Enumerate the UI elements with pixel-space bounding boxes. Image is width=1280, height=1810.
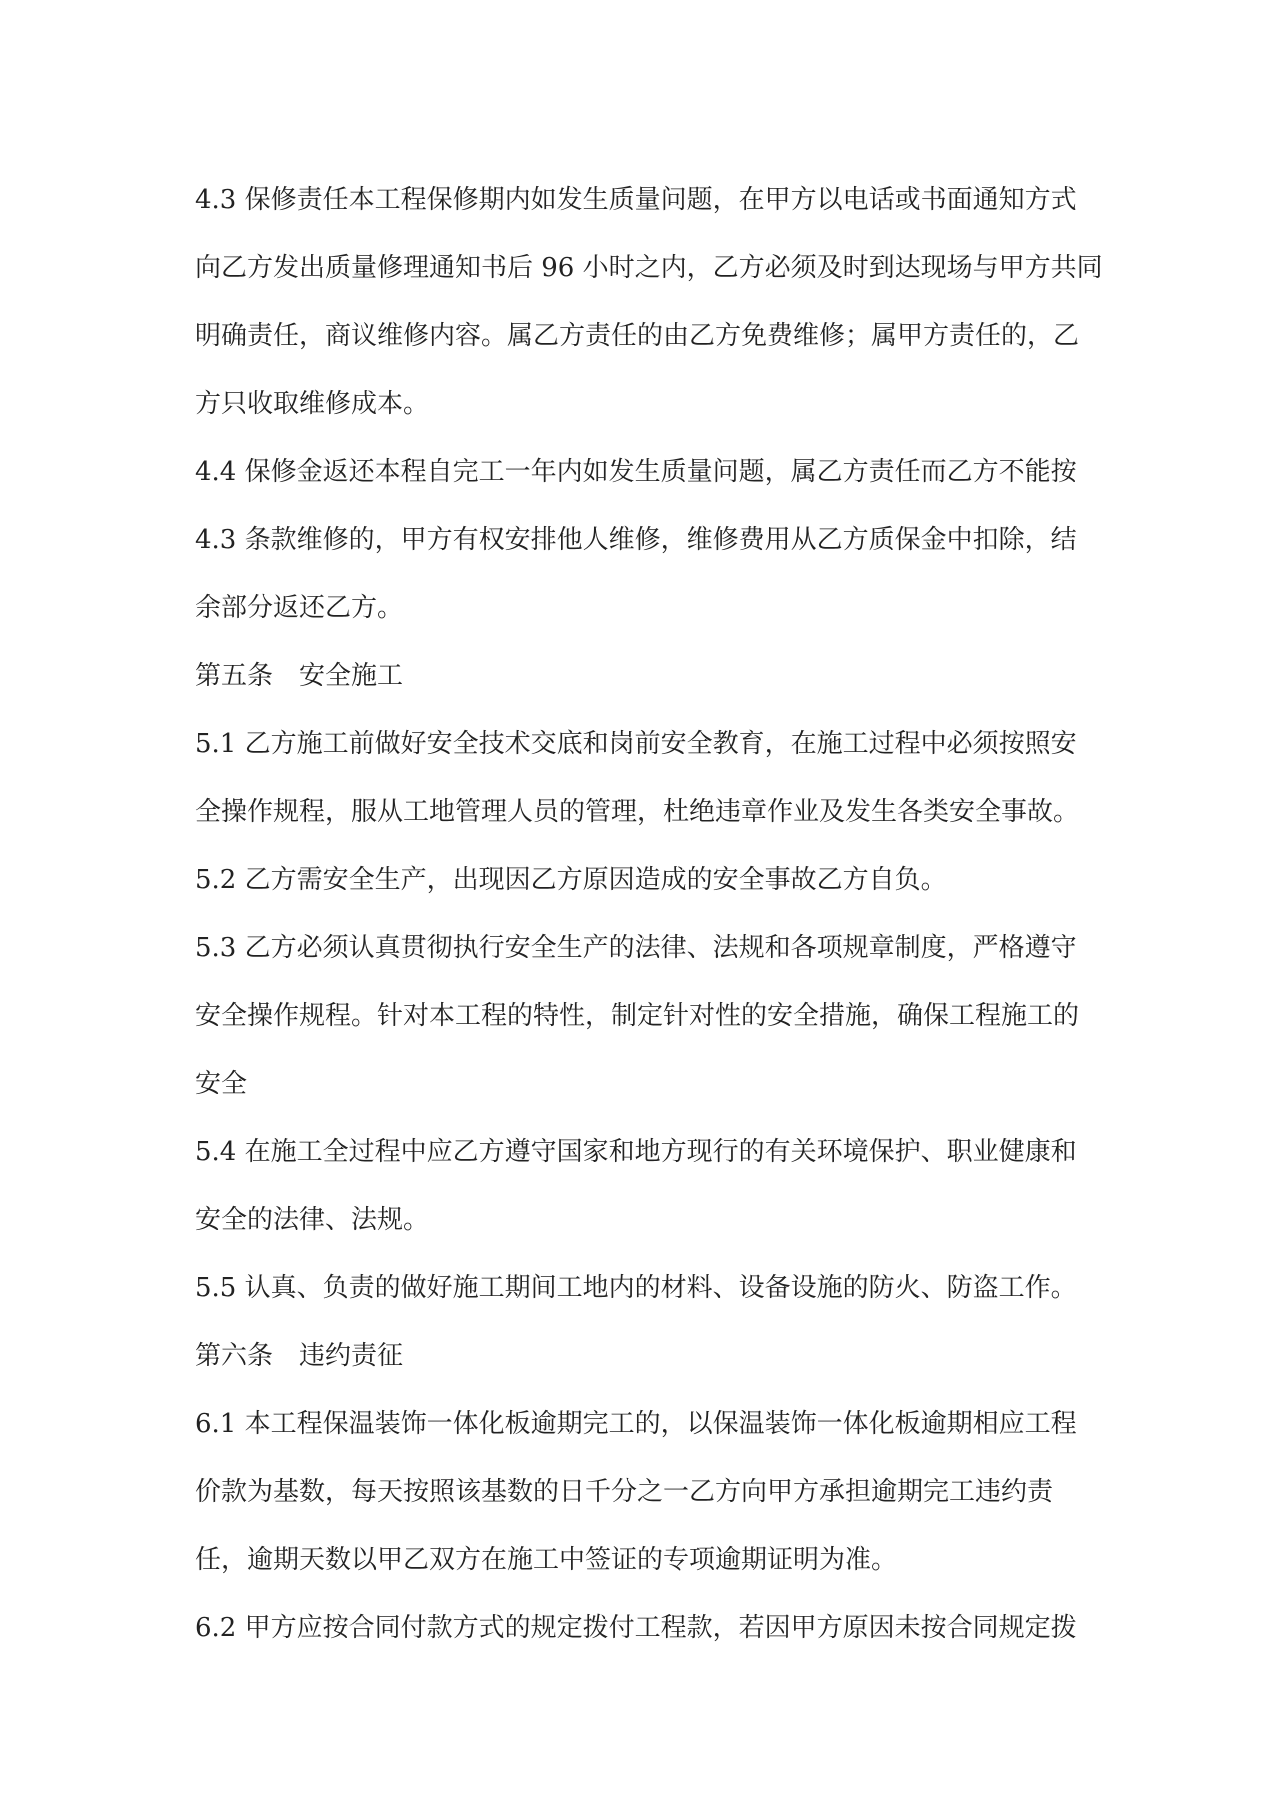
text-line: 6.1 本工程保温装饰一体化板逾期完工的，以保温装饰一体化板逾期相应工程 (195, 1409, 1077, 1439)
text-line: 安全的法律、法规。 (195, 1205, 430, 1235)
text-line: 5.4 在施工全过程中应乙方遵守国家和地方现行的有关环境保护、职业健康和 (195, 1137, 1077, 1167)
text-line: 价款为基数，每天按照该基数的日千分之一乙方向甲方承担逾期完工违约责 (195, 1477, 1054, 1507)
text-line: 5.1 乙方施工前做好安全技术交底和岗前安全教育，在施工过程中必须按照安 (195, 729, 1077, 759)
text-line: 方只收取维修成本。 (195, 389, 430, 419)
text-line: 4.3 保修责任本工程保修期内如发生质量问题，在甲方以电话或书面通知方式 (195, 185, 1077, 215)
text-line: 5.2 乙方需安全生产，出现因乙方原因造成的安全事故乙方自负。 (195, 865, 947, 895)
text-line: 4.3 条款维修的，甲方有权安排他人维修，维修费用从乙方质保金中扣除，结 (195, 525, 1077, 555)
document-body (195, 166, 1103, 1662)
section-heading: 第六条 违约责征 (195, 1341, 404, 1371)
section-heading: 第五条 安全施工 (195, 661, 404, 691)
text-line: 安全 (195, 1069, 248, 1099)
text-line: 明确责任，商议维修内容。属乙方责任的由乙方免费维修；属甲方责任的，乙 (195, 321, 1080, 351)
text-line: 5.3 乙方必须认真贯彻执行安全生产的法律、法规和各项规章制度，严格遵守 (195, 933, 1077, 963)
text-line: 安全操作规程。针对本工程的特性，制定针对性的安全措施，确保工程施工的 (195, 1001, 1080, 1031)
text-line: 向乙方发出质量修理通知书后 96 小时之内，乙方必须及时到达现场与甲方共同 (195, 253, 1103, 283)
text-line: 6.2 甲方应按合同付款方式的规定拨付工程款，若因甲方原因未按合同规定拨 (195, 1613, 1077, 1643)
text-line: 余部分返还乙方。 (195, 593, 404, 623)
text-line: 5.5 认真、负责的做好施工期间工地内的材料、设备设施的防火、防盗工作。 (195, 1273, 1077, 1303)
text-line: 任，逾期天数以甲乙双方在施工中签证的专项逾期证明为准。 (195, 1545, 898, 1575)
text-line: 全操作规程，服从工地管理人员的管理，杜绝违章作业及发生各类安全事故。 (195, 797, 1080, 827)
text-line: 4.4 保修金返还本程自完工一年内如发生质量问题，属乙方责任而乙方不能按 (195, 457, 1077, 487)
